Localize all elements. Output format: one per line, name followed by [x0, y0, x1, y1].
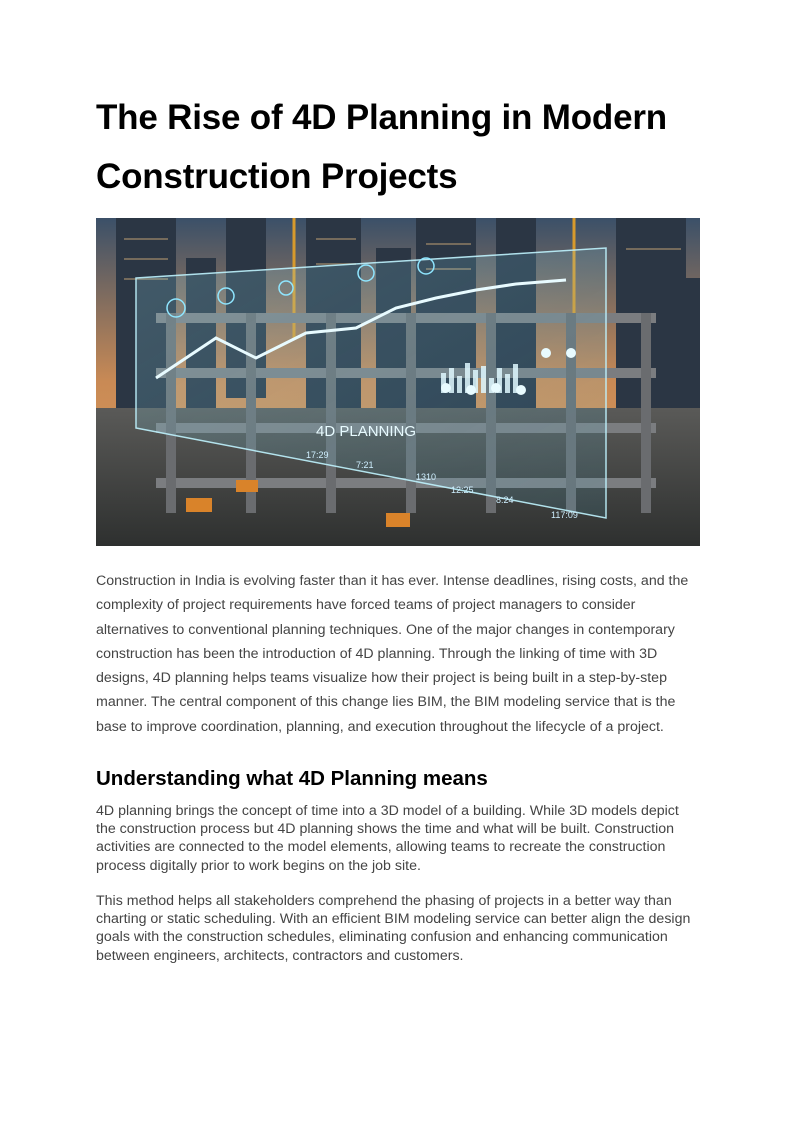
svg-text:17:29: 17:29	[306, 450, 329, 460]
svg-text:8:24: 8:24	[496, 495, 514, 505]
body-paragraph: This method helps all stakeholders comprehend the phasing of projects in a better way than charting or static scheduling. With an efficient BIM modeling service can better align the design goals with the construction schedules, eliminating confusion and enhancing communication between engineers, architects, contractors and customers.	[96, 893, 691, 964]
svg-text:7:21: 7:21	[356, 460, 374, 470]
body-paragraph: 4D planning brings the concept of time into a 3D model of a building. While 3D models depict the construction process but 4D planning shows the time and what will be built. Construction activities are connected to the model elements, allowing teams to recreate the construction process digitally prior to work begins on the job site.	[96, 803, 679, 874]
page-title: The Rise of 4D Planning in Modern Construction Projects	[96, 98, 667, 196]
hologram-label: 4D PLANNING	[316, 423, 417, 440]
section-heading: Understanding what 4D Planning means	[96, 767, 488, 790]
svg-text:12:25: 12:25	[451, 485, 474, 495]
svg-text:117:09: 117:09	[551, 510, 578, 520]
svg-text:1310: 1310	[416, 472, 437, 482]
intro-paragraph: Construction in India is evolving faster than it has ever. Intense deadlines, rising costs, and the complexity of project requirements have forced teams of project managers to consider alternatives to conventional planning techniques. One of the major changes in contemporary construction has been the introduction of 4D planning. Through the linking of time with 3D designs, 4D planning helps teams visualize how their project is being built in a step-by-step manner. The central component of this change lies BIM, the BIM modeling service that is the base to improve coordination, planning, and execution throughout the lifecycle of a project.	[96, 573, 689, 735]
construction-site-hologram-image	[96, 218, 700, 546]
hero-image	[96, 218, 700, 546]
